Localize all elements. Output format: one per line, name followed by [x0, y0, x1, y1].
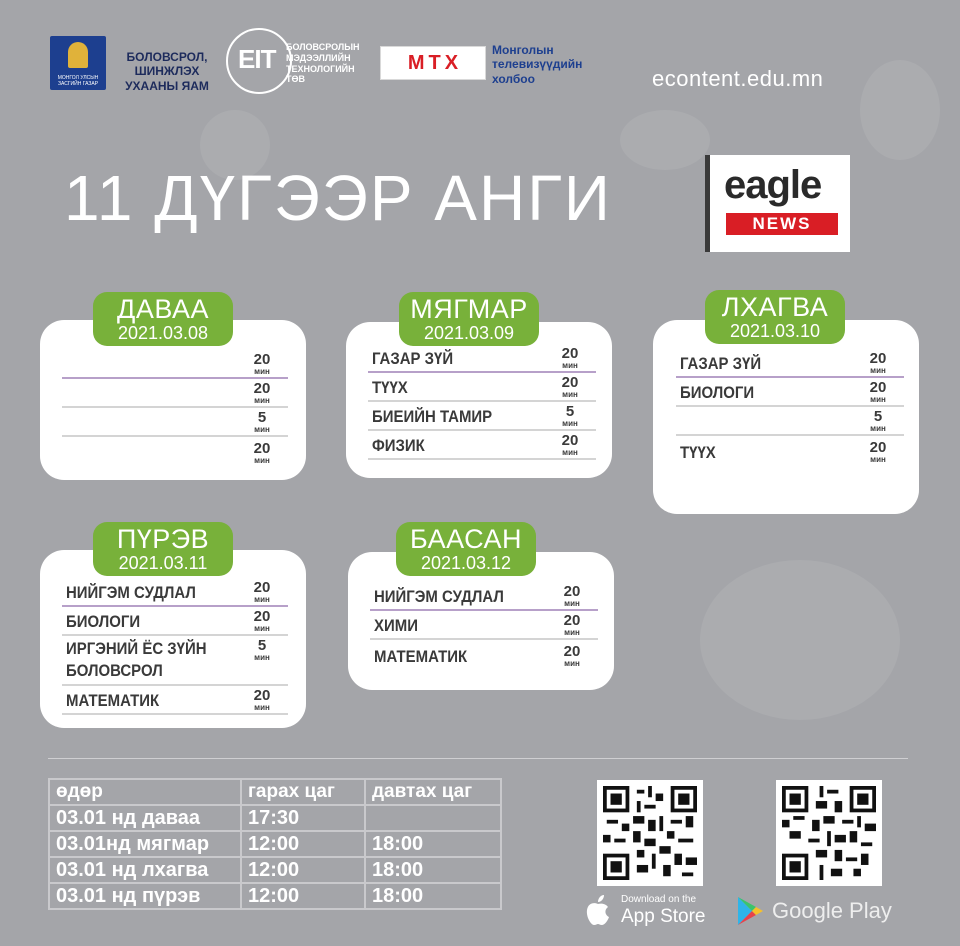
- duration: 20 мин: [869, 439, 887, 464]
- mtx-name: Монголын телевизүүдийн холбоо: [492, 43, 583, 86]
- duration: 20 мин: [253, 380, 271, 405]
- list-item: ИРГЭНИЙ ЁС ЗҮЙН БОЛОВСРОЛ 5 мин: [62, 636, 288, 686]
- list-item: НИЙГЭМ СУДЛАЛ 20 мин: [370, 582, 598, 611]
- table-cell: 03.01нд мягмар: [49, 831, 241, 857]
- duration: 20 мин: [869, 350, 887, 375]
- duration: 5 мин: [254, 637, 270, 662]
- duration: 20 мин: [253, 579, 271, 604]
- subject-list-tuesday: [368, 344, 596, 460]
- duration: 20 мин: [561, 374, 579, 399]
- mtx-logo: М Т Х: [380, 46, 486, 80]
- qr-code-google-play[interactable]: [776, 780, 882, 886]
- qr-code-icon: [782, 786, 876, 880]
- list-item: ТҮҮХ 20 мин: [368, 373, 596, 402]
- duration: 20 мин: [253, 687, 271, 712]
- app-store-label: App Store: [621, 905, 706, 927]
- duration: 20 мин: [253, 351, 271, 376]
- page-title: 11 ДҮГЭЭР АНГИ: [64, 162, 612, 234]
- table-cell: 12:00: [241, 883, 365, 909]
- background-bubble: [700, 560, 900, 720]
- qr-code-icon: [603, 786, 697, 880]
- table-cell: 03.01 нд лхагва: [49, 857, 241, 883]
- duration: 20 мин: [869, 379, 887, 404]
- subject-list-thursday: [62, 578, 288, 715]
- google-play-label: Google Play: [772, 898, 892, 923]
- background-bubble: [620, 110, 710, 170]
- list-item: [62, 350, 288, 379]
- duration: 20 мин: [561, 345, 579, 370]
- table-cell: 12:00: [241, 831, 365, 857]
- duration: 20 мин: [253, 608, 271, 633]
- subject-list-monday: [62, 350, 288, 466]
- google-play-icon: [736, 896, 764, 926]
- table-cell: 17:30: [241, 805, 365, 831]
- divider: [48, 758, 908, 759]
- day-header-thursday: ПҮРЭВ 2021.03.11: [93, 522, 233, 576]
- ministry-name: БОЛОВСРОЛ, ШИНЖЛЭХ УХААНЫ ЯАМ: [125, 50, 209, 93]
- soyombo-icon: [68, 42, 88, 68]
- day-header-wednesday: ЛХАГВА 2021.03.10: [705, 290, 845, 344]
- duration: 20 мин: [561, 432, 579, 457]
- list-item: [62, 408, 288, 437]
- table-cell: [365, 805, 501, 831]
- duration: 20 мин: [253, 440, 271, 465]
- eit-logo: EIT: [226, 28, 292, 94]
- table-cell: 18:00: [365, 883, 501, 909]
- app-store-badge[interactable]: [585, 894, 706, 926]
- broadcast-schedule-table: [48, 778, 502, 910]
- list-item: ТҮҮХ 20 мин: [676, 436, 904, 465]
- list-item: БИЕИЙН ТАМИР 5 мин: [368, 402, 596, 431]
- table-cell: 18:00: [365, 857, 501, 883]
- column-header-repeat-time: давтах цаг: [365, 779, 501, 805]
- table-cell: 03.01 нд даваа: [49, 805, 241, 831]
- government-emblem-logo: МОНГОЛ УЛСЫН ЗАСГИЙН ГАЗАР: [50, 36, 106, 90]
- list-item: [62, 437, 288, 466]
- eit-name: БОЛОВСРОЛЫН МЭДЭЭЛЛИЙН ТЕХНОЛОГИЙН ТӨВ: [286, 42, 360, 85]
- duration: 5 мин: [562, 403, 578, 428]
- column-header-air-time: гарах цаг: [241, 779, 365, 805]
- list-item: ХИМИ 20 мин: [370, 611, 598, 640]
- day-header-friday: БААСАН 2021.03.12: [396, 522, 536, 576]
- day-header-monday: ДАВАА 2021.03.08: [93, 292, 233, 346]
- subject-list-wednesday: [676, 349, 904, 465]
- duration: 5 мин: [870, 408, 886, 433]
- apple-icon: [585, 894, 611, 926]
- subject-list-friday: [370, 582, 598, 669]
- list-item: МАТЕМАТИК 20 мин: [62, 686, 288, 715]
- table-row: [49, 831, 501, 857]
- google-play-badge[interactable]: [736, 896, 892, 926]
- qr-code-app-store[interactable]: [597, 780, 703, 886]
- duration: 20 мин: [563, 643, 581, 668]
- table-cell: 18:00: [365, 831, 501, 857]
- table-row: [49, 805, 501, 831]
- list-item: ФИЗИК 20 мин: [368, 431, 596, 460]
- app-store-small-label: Download on the: [621, 893, 697, 905]
- list-item: [62, 379, 288, 408]
- list-item: ГАЗАР ЗҮЙ 20 мин: [676, 349, 904, 378]
- list-item: БИОЛОГИ 20 мин: [62, 607, 288, 636]
- list-item: БИОЛОГИ 20 мин: [676, 378, 904, 407]
- table-header-row: [49, 779, 501, 805]
- day-header-tuesday: МЯГМАР 2021.03.09: [399, 292, 539, 346]
- column-header-day: өдөр: [49, 779, 241, 805]
- list-item: ГАЗАР ЗҮЙ 20 мин: [368, 344, 596, 373]
- list-item: [676, 407, 904, 436]
- table-cell: 12:00: [241, 857, 365, 883]
- site-url[interactable]: econtent.edu.mn: [652, 66, 824, 91]
- table-row: [49, 857, 501, 883]
- duration: 5 мин: [254, 409, 270, 434]
- duration: 20 мин: [563, 583, 581, 608]
- table-row: [49, 883, 501, 909]
- header: [0, 0, 960, 110]
- table-cell: 03.01 нд пүрэв: [49, 883, 241, 909]
- list-item: МАТЕМАТИК 20 мин: [370, 640, 598, 669]
- list-item: НИЙГЭМ СУДЛАЛ 20 мин: [62, 578, 288, 607]
- eagle-news-logo: eagle NEWS: [705, 155, 850, 252]
- duration: 20 мин: [563, 612, 581, 637]
